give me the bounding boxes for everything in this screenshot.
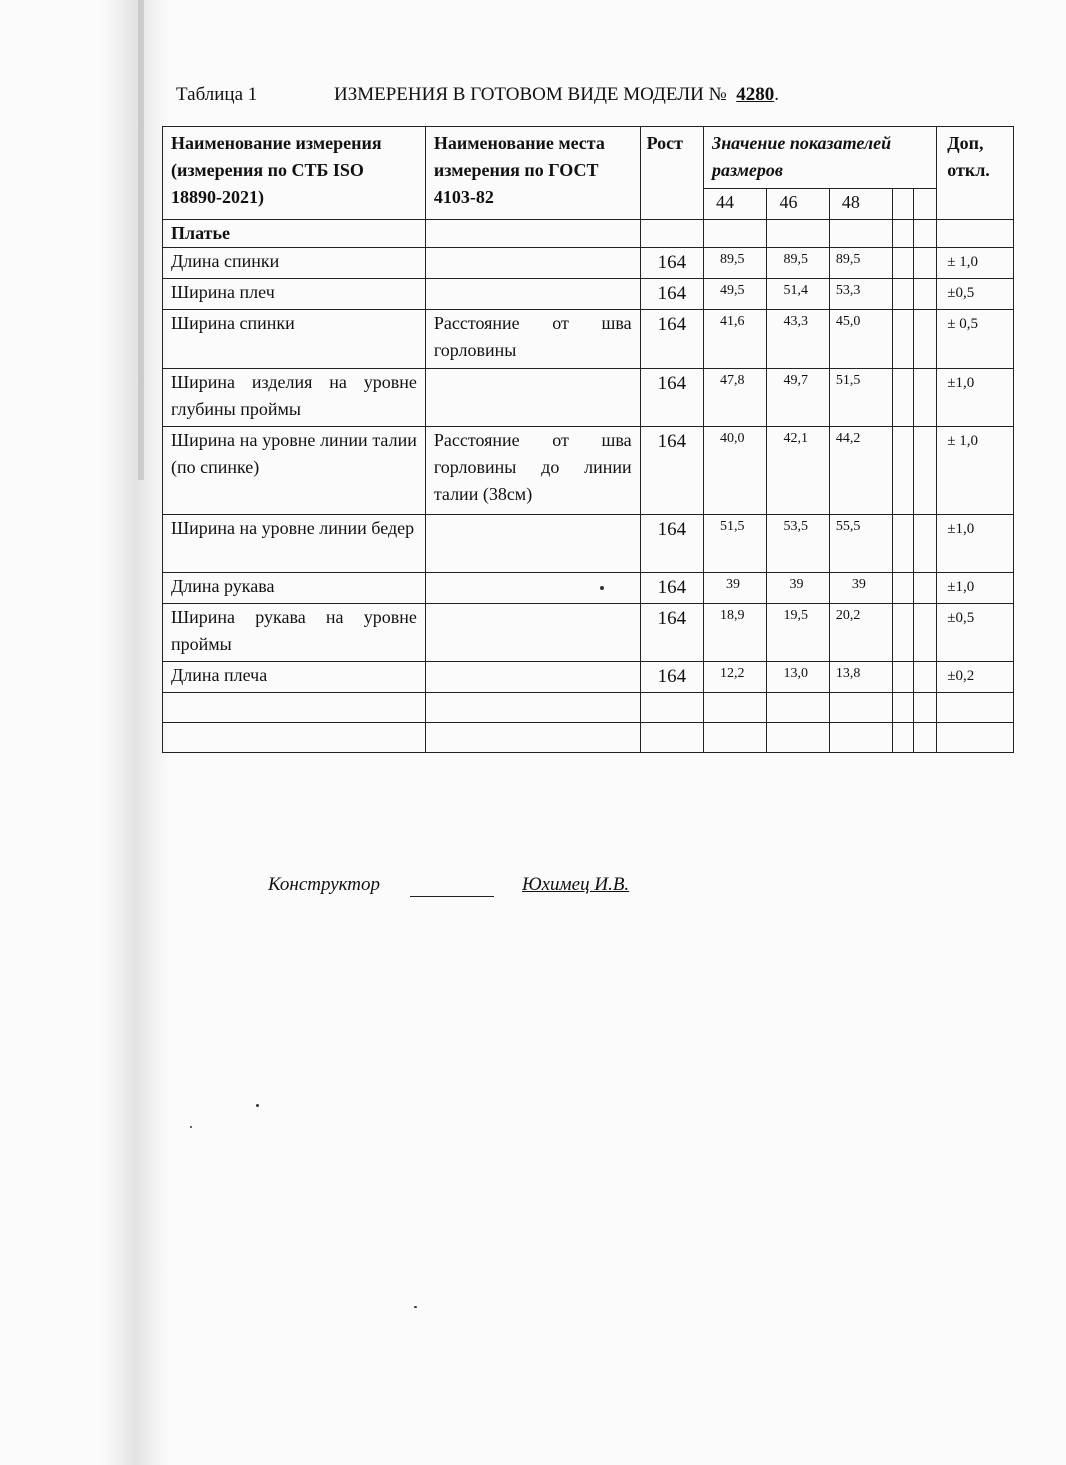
table-row (163, 248, 1014, 279)
table-label: Таблица 1 (176, 84, 258, 105)
section-row (163, 220, 1014, 248)
row-tolerance: ±1,0 (937, 515, 1014, 573)
header-row (163, 127, 1014, 189)
row-place (425, 604, 640, 662)
row-place (425, 279, 640, 310)
row-tolerance: ±0,2 (937, 662, 1014, 693)
row-value-46: 53,5 (767, 515, 829, 573)
table-cell (913, 248, 937, 279)
table-cell (913, 693, 937, 723)
table-row (163, 279, 1014, 310)
table-cell (893, 515, 913, 573)
title-end: . (774, 84, 779, 105)
row-tolerance: ± 0,5 (937, 310, 1014, 369)
row-value-44: 47,8 (704, 369, 767, 427)
table-cell (913, 662, 937, 693)
row-value-44: 49,5 (704, 279, 767, 310)
row-value-46: 89,5 (767, 248, 829, 279)
row-height: 164 (640, 248, 703, 279)
row-name: Длина спинки (163, 248, 426, 279)
row-name: Длина плеча (163, 662, 426, 693)
row-place (425, 662, 640, 693)
scan-speck (190, 1126, 192, 1128)
signature-name: Юхимец И.В. (522, 874, 630, 895)
table-cell (163, 693, 426, 723)
header-place-name: Наименование места измерения по ГОСТ 4103-82 (425, 127, 640, 220)
row-tolerance: ±1,0 (937, 573, 1014, 604)
table-row (163, 310, 1014, 369)
table-cell (425, 723, 640, 753)
table-cell (640, 220, 703, 248)
row-value-44: 39 (704, 573, 767, 604)
table-cell (767, 693, 829, 723)
row-height: 164 (640, 515, 703, 573)
table-cell (913, 369, 937, 427)
row-tolerance: ± 1,0 (937, 427, 1014, 515)
scan-shadow (100, 0, 170, 1465)
model-number: 4280 (736, 84, 775, 105)
row-value-44: 12,2 (704, 662, 767, 693)
signature-block (268, 874, 668, 902)
row-place: Расстояние от шва горловины (425, 310, 640, 369)
row-value-46: 39 (767, 573, 829, 604)
row-tolerance: ±1,0 (937, 369, 1014, 427)
row-place: Расстояние от шва горловины до линии талии (38см) (425, 427, 640, 515)
table-cell (893, 427, 913, 515)
row-place (425, 515, 640, 573)
row-tolerance: ±0,5 (937, 279, 1014, 310)
size-44: 44 (704, 189, 767, 220)
table-cell (913, 515, 937, 573)
table-cell (893, 723, 913, 753)
scan-speck (600, 586, 604, 590)
row-value-48: 13,8 (829, 662, 892, 693)
row-value-48: 44,2 (829, 427, 892, 515)
table-row (163, 369, 1014, 427)
row-value-44: 89,5 (704, 248, 767, 279)
table-cell (829, 220, 892, 248)
row-name: Ширина рукава на уровне проймы (163, 604, 426, 662)
table-cell (913, 573, 937, 604)
row-height: 164 (640, 369, 703, 427)
row-value-48: 45,0 (829, 310, 892, 369)
row-value-46: 13,0 (767, 662, 829, 693)
table-cell (829, 693, 892, 723)
row-place (425, 573, 640, 604)
row-height: 164 (640, 662, 703, 693)
table-cell (893, 693, 913, 723)
document-header (176, 84, 876, 114)
measurements-table (162, 126, 1014, 753)
row-value-46: 49,7 (767, 369, 829, 427)
table-cell (913, 310, 937, 369)
table-row (163, 662, 1014, 693)
row-height: 164 (640, 427, 703, 515)
table-cell (913, 427, 937, 515)
row-value-46: 51,4 (767, 279, 829, 310)
row-place (425, 248, 640, 279)
empty-row (163, 723, 1014, 753)
empty-row (163, 693, 1014, 723)
scan-speck (414, 1306, 417, 1308)
row-height: 164 (640, 310, 703, 369)
row-tolerance: ± 1,0 (937, 248, 1014, 279)
table-row (163, 604, 1014, 662)
row-value-48: 39 (829, 573, 892, 604)
row-name: Длина рукава (163, 573, 426, 604)
row-height: 164 (640, 573, 703, 604)
scan-speck (256, 1104, 259, 1107)
document-title (334, 84, 779, 106)
table-cell (425, 220, 640, 248)
size-46: 46 (767, 189, 829, 220)
table-cell (163, 723, 426, 753)
row-value-48: 55,5 (829, 515, 892, 573)
header-tolerance: Доп, откл. (937, 127, 1014, 220)
table-cell (893, 604, 913, 662)
table-cell (893, 310, 913, 369)
row-name: Ширина спинки (163, 310, 426, 369)
signature-role: Конструктор (268, 874, 381, 895)
row-tolerance: ±0,5 (937, 604, 1014, 662)
scan-shadow-line (138, 0, 144, 480)
row-value-48: 51,5 (829, 369, 892, 427)
table-row (163, 427, 1014, 515)
row-value-48: 20,2 (829, 604, 892, 662)
table-row (163, 515, 1014, 573)
table-cell (913, 723, 937, 753)
table-cell (913, 279, 937, 310)
row-value-46: 43,3 (767, 310, 829, 369)
table-cell (937, 723, 1014, 753)
row-value-48: 53,3 (829, 279, 892, 310)
row-height: 164 (640, 604, 703, 662)
header-measurement-name: Наименование измерения (измерения по СТБ ISO 18890-2021) (163, 127, 426, 220)
row-value-44: 41,6 (704, 310, 767, 369)
table-cell (893, 279, 913, 310)
row-place (425, 369, 640, 427)
size-empty-2 (913, 189, 937, 220)
table-cell (913, 604, 937, 662)
table-cell (767, 220, 829, 248)
header-height: Рост (640, 127, 703, 220)
table-cell (640, 723, 703, 753)
row-value-44: 40,0 (704, 427, 767, 515)
table-cell (704, 693, 767, 723)
signature-line (410, 896, 494, 897)
table-cell (767, 723, 829, 753)
row-value-46: 42,1 (767, 427, 829, 515)
row-value-48: 89,5 (829, 248, 892, 279)
table-cell (640, 693, 703, 723)
table-cell (937, 220, 1014, 248)
table-row (163, 573, 1014, 604)
row-name: Ширина на уровне линии талии (по спинке) (163, 427, 426, 515)
table-cell (893, 248, 913, 279)
table-cell (893, 662, 913, 693)
row-value-44: 18,9 (704, 604, 767, 662)
size-empty-1 (893, 189, 913, 220)
table-cell (937, 693, 1014, 723)
table-cell (425, 693, 640, 723)
table-cell (893, 573, 913, 604)
row-value-46: 19,5 (767, 604, 829, 662)
title-text: ИЗМЕРЕНИЯ В ГОТОВОМ ВИДЕ МОДЕЛИ № (334, 84, 727, 105)
table-cell (893, 369, 913, 427)
table-cell (893, 220, 913, 248)
header-sizes-group: Значение показателей размеров (704, 127, 937, 189)
row-name: Ширина изделия на уровне глубины проймы (163, 369, 426, 427)
table-cell (704, 220, 767, 248)
row-height: 164 (640, 279, 703, 310)
table-cell (704, 723, 767, 753)
row-name: Ширина на уровне линии бедер (163, 515, 426, 573)
section-label: Платье (163, 220, 426, 248)
row-name: Ширина плеч (163, 279, 426, 310)
row-value-44: 51,5 (704, 515, 767, 573)
size-48: 48 (829, 189, 892, 220)
table-cell (913, 220, 937, 248)
table-cell (829, 723, 892, 753)
